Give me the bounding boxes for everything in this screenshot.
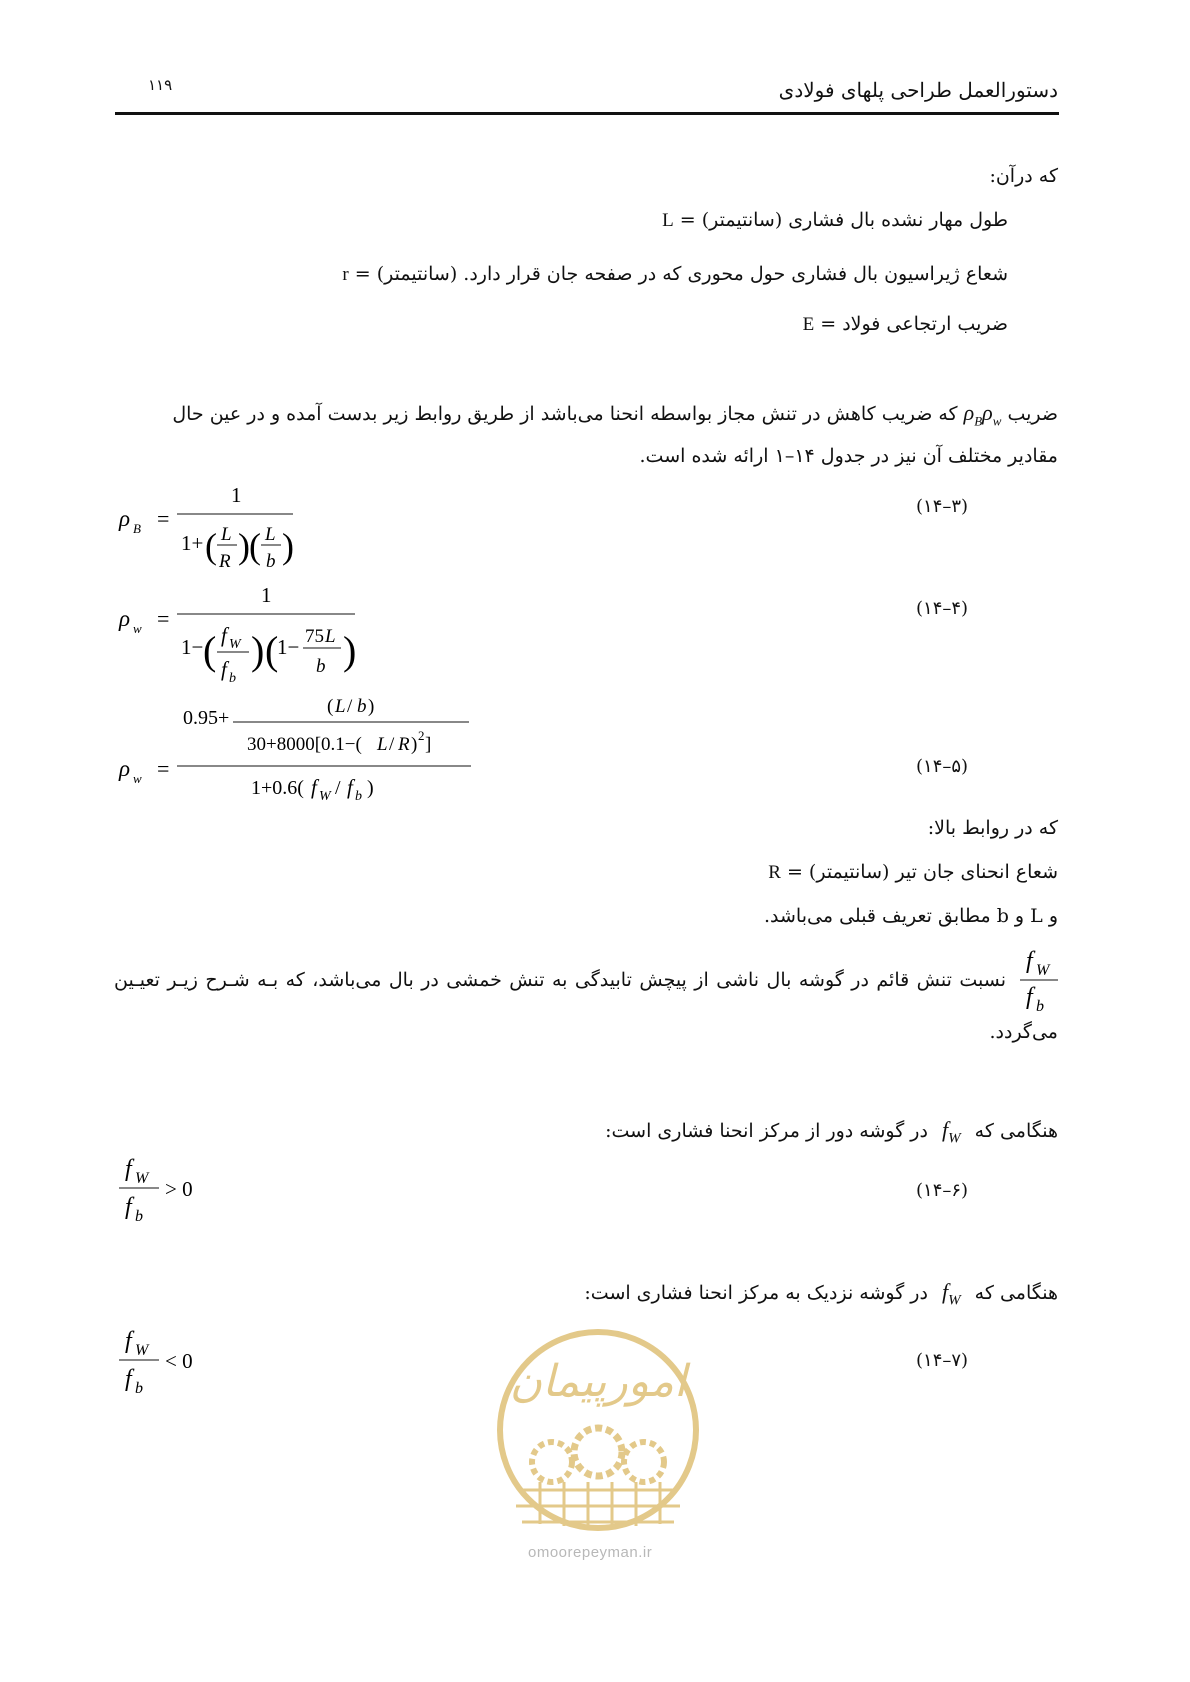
def-symbol: L bbox=[662, 210, 674, 231]
svg-text:b: b bbox=[357, 696, 367, 717]
svg-text:ρ: ρ bbox=[119, 606, 131, 631]
def-text: = شعاع ژیراسیون بال فشاری حول محوری که در صفحه جان قرار دارد. (سانتیمتر) bbox=[354, 263, 1008, 285]
case-text: هنگامی که bbox=[974, 1282, 1058, 1304]
def-symbol: r bbox=[342, 264, 349, 285]
svg-text:=: = bbox=[157, 506, 170, 531]
svg-text:1+: 1+ bbox=[181, 531, 204, 555]
svg-text:2: 2 bbox=[418, 728, 425, 743]
svg-text:(: ( bbox=[327, 696, 334, 717]
svg-text:L: L bbox=[335, 696, 346, 717]
svg-text:(: ( bbox=[249, 526, 261, 566]
svg-text:f: f bbox=[1026, 948, 1033, 974]
paragraph-stress-ratio: نسبت تنش قائم در گوشه بال ناشی از پیچش تابیدگی به تنش خمشی در بال می‌باشد، که بـه شـرح زیـر تعیـین bbox=[114, 969, 1006, 991]
svg-text:75: 75 bbox=[305, 626, 324, 647]
svg-text:): ) bbox=[238, 526, 250, 566]
svg-text:(: ( bbox=[265, 628, 279, 673]
svg-text:f: f bbox=[221, 657, 227, 681]
fw-symbol: $f_W$ bbox=[942, 1117, 961, 1147]
def-symbol: E bbox=[802, 314, 815, 335]
svg-text:=: = bbox=[157, 606, 170, 631]
svg-text:]: ] bbox=[425, 734, 432, 755]
svg-text:b: b bbox=[229, 671, 236, 686]
svg-text:b: b bbox=[135, 1208, 143, 1225]
def-text: = طول مهار نشده بال فشاری (سانتیمتر) bbox=[679, 209, 1008, 231]
para-text: ضریب bbox=[1007, 403, 1058, 425]
case-text: در گوشه دور از مرکز انحنا فشاری است: bbox=[605, 1120, 928, 1142]
svg-text:L: L bbox=[377, 734, 388, 755]
svg-text:1−: 1− bbox=[277, 635, 300, 659]
svg-text:f: f bbox=[125, 1194, 132, 1220]
intro-above-relations: که در روابط بالا: bbox=[927, 817, 1058, 839]
svg-text:f: f bbox=[125, 1366, 132, 1392]
svg-text:f: f bbox=[1026, 984, 1033, 1010]
svg-text:< 0: < 0 bbox=[165, 1349, 193, 1373]
svg-text:ρ: ρ bbox=[119, 506, 131, 531]
svg-text:b: b bbox=[1036, 998, 1044, 1014]
svg-text:b: b bbox=[316, 656, 326, 677]
case-near-corner bbox=[584, 1278, 1058, 1314]
svg-text:(: ( bbox=[203, 628, 217, 673]
svg-text:): ) bbox=[343, 628, 357, 673]
def-symbol: R bbox=[768, 862, 781, 883]
watermark-logo-seal-icon bbox=[490, 1312, 710, 1572]
svg-text:w: w bbox=[133, 621, 142, 636]
equation-fw-fb-greater bbox=[115, 1152, 225, 1228]
svg-text:W: W bbox=[229, 637, 241, 652]
svg-text:W: W bbox=[135, 1342, 149, 1359]
svg-text:=: = bbox=[157, 756, 170, 781]
definition-L bbox=[662, 206, 1008, 235]
watermark-logo-text: امورپیمان bbox=[509, 1356, 687, 1407]
header-rule bbox=[115, 112, 1059, 115]
definition-R bbox=[768, 858, 1058, 887]
svg-text:/: / bbox=[347, 696, 353, 717]
case-text: در گوشه نزدیک به مرکز انحنا فشاری است: bbox=[584, 1282, 928, 1304]
para-text: که ضریب کاهش در تنش مجاز بواسطه انحنا می‌باشد از طریق روابط زیر بدست آمده و در عین حال bbox=[172, 403, 958, 425]
svg-text:(: ( bbox=[205, 526, 217, 566]
svg-text:1−: 1− bbox=[181, 635, 204, 659]
equation-number-5: (۱۴–۵) bbox=[916, 756, 969, 777]
svg-text:1: 1 bbox=[231, 483, 242, 507]
svg-text:R: R bbox=[398, 734, 410, 755]
definition-r bbox=[342, 260, 1008, 289]
svg-text:f: f bbox=[125, 1328, 132, 1354]
svg-text:b: b bbox=[355, 789, 362, 804]
svg-text:f: f bbox=[347, 775, 353, 799]
watermark-site-text: omoorepeyman.ir bbox=[528, 1544, 653, 1561]
svg-text:1+0.6(: 1+0.6( bbox=[251, 777, 304, 799]
paragraph-stress-ratio-line2: می‌گردد. bbox=[989, 1021, 1058, 1043]
svg-text:): ) bbox=[411, 734, 418, 755]
svg-text:L: L bbox=[265, 524, 276, 545]
paragraph-reduction-factor bbox=[114, 398, 1058, 436]
equation-rho-w-1 bbox=[115, 578, 395, 688]
definition-E bbox=[803, 310, 1008, 339]
running-header-title: دستورالعمل طراحی پلهای فولادی bbox=[778, 78, 1058, 102]
svg-text:> 0: > 0 bbox=[165, 1177, 193, 1201]
equation-rho-w-2 bbox=[115, 694, 495, 814]
equation-number-3: (۱۴–۳) bbox=[916, 496, 969, 517]
svg-text:): ) bbox=[368, 696, 375, 717]
svg-text:R: R bbox=[219, 551, 231, 572]
note-L-b: و L و b مطابق تعریف قبلی می‌باشد. bbox=[764, 905, 1058, 927]
rho-b-rho-w-symbol: $\rho_B\rho_w$ bbox=[963, 400, 1002, 429]
svg-text:L: L bbox=[325, 626, 336, 647]
svg-text:b: b bbox=[266, 551, 276, 572]
def-text: = شعاع انحنای جان تیر (سانتیمتر) bbox=[786, 861, 1058, 883]
svg-text:0.95+: 0.95+ bbox=[183, 707, 230, 729]
svg-text:w: w bbox=[133, 771, 142, 786]
svg-text:W: W bbox=[135, 1170, 149, 1187]
svg-text:W: W bbox=[1036, 962, 1050, 979]
svg-text:1: 1 bbox=[261, 583, 272, 607]
paragraph-reduction-factor-line2: مقادیر مختلف آن نیز در جدول ۱۴–۱ ارائه شده است. bbox=[639, 445, 1058, 467]
svg-text:): ) bbox=[251, 628, 265, 673]
svg-text:30+8000[0.1−(: 30+8000[0.1−( bbox=[247, 734, 362, 755]
svg-text:B: B bbox=[133, 521, 141, 536]
fw-symbol: $f_W$ bbox=[942, 1279, 961, 1309]
svg-text:b: b bbox=[135, 1380, 143, 1397]
intro-where: که درآن: bbox=[989, 165, 1058, 187]
svg-text:f: f bbox=[125, 1156, 132, 1182]
svg-text:/: / bbox=[389, 734, 395, 755]
case-text: هنگامی که bbox=[974, 1120, 1058, 1142]
case-far-corner bbox=[605, 1116, 1058, 1152]
equation-fw-fb-less bbox=[115, 1324, 225, 1400]
svg-text:f: f bbox=[221, 623, 227, 647]
svg-text:): ) bbox=[367, 777, 374, 799]
svg-text:f: f bbox=[311, 775, 317, 799]
svg-text:): ) bbox=[282, 526, 294, 566]
fraction-fw-fb bbox=[1014, 942, 1064, 1014]
svg-text:W: W bbox=[319, 789, 331, 804]
equation-rho-b bbox=[115, 478, 355, 578]
equation-number-7: (۱۴–۷) bbox=[916, 1350, 969, 1371]
def-text: = ضریب ارتجاعی فولاد bbox=[820, 313, 1008, 335]
svg-text:ρ: ρ bbox=[119, 756, 131, 781]
equation-number-6: (۱۴–۶) bbox=[916, 1180, 969, 1201]
svg-text:/: / bbox=[335, 777, 341, 799]
svg-text:L: L bbox=[221, 524, 232, 545]
page-number: ۱۱۹ bbox=[148, 76, 173, 94]
equation-number-4: (۱۴–۴) bbox=[916, 598, 969, 619]
